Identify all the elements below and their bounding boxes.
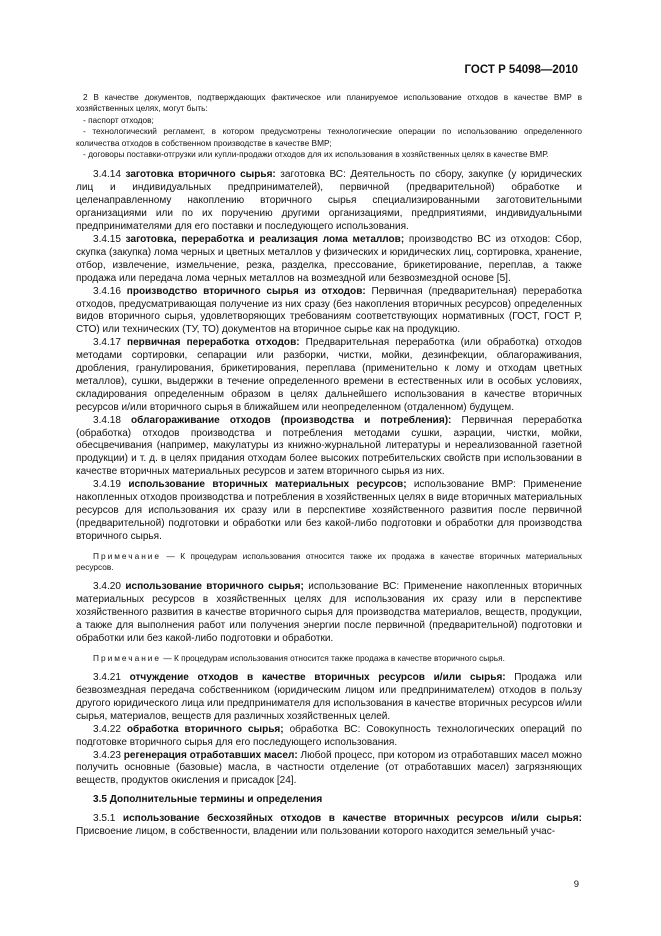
term-number: 3.4.22 [93,723,121,735]
term-3-4-20 [76,581,582,646]
term-3-4-17 [76,337,582,414]
term-number: 3.4.17 [93,337,121,349]
section-heading: 3.5 Дополнительные термины и определения [93,794,323,806]
term-definition: обработка ВС: Совокупность технологических операций по подготовке вторичного сырья для его последующего использования. [76,723,583,748]
note-2 [76,653,582,664]
term-title: заготовка вторичного сырья: [125,169,276,181]
term-number: 3.4.20 [93,581,121,593]
term-number: 3.4.16 [93,285,121,297]
note-text: — К процедурам использования относится также продажа в качестве вторичного сырья. [161,652,505,663]
term-definition: Первичная (предварительная) переработка отходов, предусматривающая получение из них сразу (без накопления вторичных ресурсов) определенных видов вторичного сырья, удовлетворяющих требованиям соответствующих нормативных (ГОСТ, ГОСТ Р, СТО) или технических (ТУ, ТО) документов на вторичное сырье как на продукцию. [76,285,583,336]
top-note-item: - договоры поставки-отгрузки или купли-продажи отходов для их использования в хозяйственных целях в качестве ВМР. [83,149,549,160]
note-label: Примечание [93,652,162,663]
term-3-4-22 [76,724,582,750]
note-1 [76,551,582,574]
term-title: обработка вторичного сырья; [126,723,284,735]
top-note-intro: 2 В качестве документов, подтверждающих фактическое или планируемое использование отходов в качестве ВМР в хозяйственных целях, могут быть: [76,92,582,114]
term-title: первичная переработка отходов: [127,337,300,349]
term-definition: Продажа или безвозмездная передача собственником (юридическим лицом или предпринимателем) отходов в пользу другого юридического лица или предпринимателя для использования в качестве вторичных ресурсов и/или сырья, материалов, веществ для различных хозяйственных целей. [76,672,582,722]
term-3-4-18 [76,415,582,480]
term-number: 3.4.15 [93,233,121,245]
term-definition: Любой процесс, при котором из отработавших масел можно получить основные (базовые) масла, в частности отделение (от отработавших масел) загрязняющих веществ, продуктов окисления и присадок [24]. [76,749,582,787]
term-3-4-16 [76,286,582,338]
term-title: регенерация отработавших масел: [123,749,298,761]
term-title: облагораживание отходов (производства и потребления): [131,414,452,426]
top-note [76,92,582,160]
term-3-4-19 [76,479,582,544]
top-note-item: - паспорт отходов; [83,114,154,125]
page-content [76,92,582,839]
term-number: 3.4.18 [93,414,121,426]
term-title: производство вторичного сырья из отходов: [126,285,366,297]
term-definition: производство ВС из отходов: Сбор, скупка (закупка) лома черных и цветных металлов у физических и юридических лиц, сортировка, хранение, отбор, извлечение, измельчение, резка, разделка, прессование, брикетирование, переплав, а также продажа или передача лома черных металлов на возмездной или безвозмездной основе [5]. [76,233,582,284]
term-title: заготовка, переработка и реализация лома металлов; [125,233,405,245]
term-number: 3.4.21 [93,672,121,684]
term-title: использование вторичных материальных ресурсов; [128,479,407,491]
term-definition: Первичная переработка (обработка) отходов производства и потребления методами сушки, аэрации, чистки, мойки, обесцвечивания (например, макулатуры из книжно-журнальной литературы и нереализованной газетной продукции) и т. д. в целях придания отходам более высоких потребительских свойств при использовании в качестве вторичных материальных ресурсов и затем вторичного сырья из них. [76,414,583,478]
term-title: использование бесхозяйных отходов в качестве вторичных ресурсов и/или сырья: [122,813,582,825]
term-definition: Предварительная переработка (или обработка) отходов методами сортировки, сепарации или разборки, чистки, мойки, дезинфекции, облагораживания, дробления, гранулирования, брикетирования, переплава (применительно к лому и отходам цветных металлов), сушки, выдержки в течение определенного времени в естественных или в особых условиях, складирования определенным образом в целях дальнейшего использования в качестве вторичных ресурсов и/или вторичного сырья в ближайшем или неопределенном (отдаленном) будущем. [76,337,583,413]
term-number: 3.4.14 [93,169,121,181]
top-note-item: - технологический регламент, в котором предусмотрены технологические операции по использованию определенного количества отходов в собственном производстве в качестве ВМР; [76,126,582,148]
term-3-5-1 [76,813,582,839]
term-definition: Присвоение лицом, в собственности, владении или пользовании которого находится земельный учас- [76,826,556,838]
term-3-4-21 [76,672,582,724]
term-definition: использование ВС: Применение накопленных вторичных материальных ресурсов в хозяйственных целях для использования их сразу или в перспективе хозяйственного развития в качестве вторичного сырья для производства материалов, веществ, продукции, а также для выполнения работ или получения энергии после первичной (предварительной) подготовки и обработки или без какой-либо подготовки и обработки. [76,581,582,644]
term-title: отчуждение отходов в качестве вторичных ресурсов и/или сырья: [129,672,506,684]
term-definition: использование ВМР: Применение накопленных отходов производства и потребления в хозяйственных целях в виде вторичных материальных ресурсов для использования их сразу или в перспективе хозяйственного развития после первичной (предварительной) подготовки и обработки или без какой-либо подготовки и обработки для производства вторичного сырья. [76,479,582,542]
document-header: ГОСТ Р 54098—2010 [464,64,578,76]
page-number: 9 [573,879,579,890]
term-number: 3.4.23 [93,749,121,761]
term-number: 3.5.1 [93,813,116,825]
term-3-4-14 [76,169,582,234]
note-text: — К процедурам использования относится также их продажа в качестве вторичных материальных ресурсов. [76,550,582,573]
term-title: использование вторичного сырья; [125,581,304,593]
term-3-4-23 [76,750,582,789]
term-3-4-15 [76,234,582,286]
term-definition: заготовка ВС: Деятельность по сбору, закупке (у юридических лиц и индивидуальных предпринимателей), первичной (предварительной) обработке и целенаправленному накоплению вторичного сырья специализированными заготовительными организациями или по их поручению другими организациями, предприятиями, индивидуальными предпринимателями для его поставки и последующего использования. [76,169,582,233]
term-number: 3.4.19 [93,479,121,491]
note-label: Примечание [93,550,162,561]
